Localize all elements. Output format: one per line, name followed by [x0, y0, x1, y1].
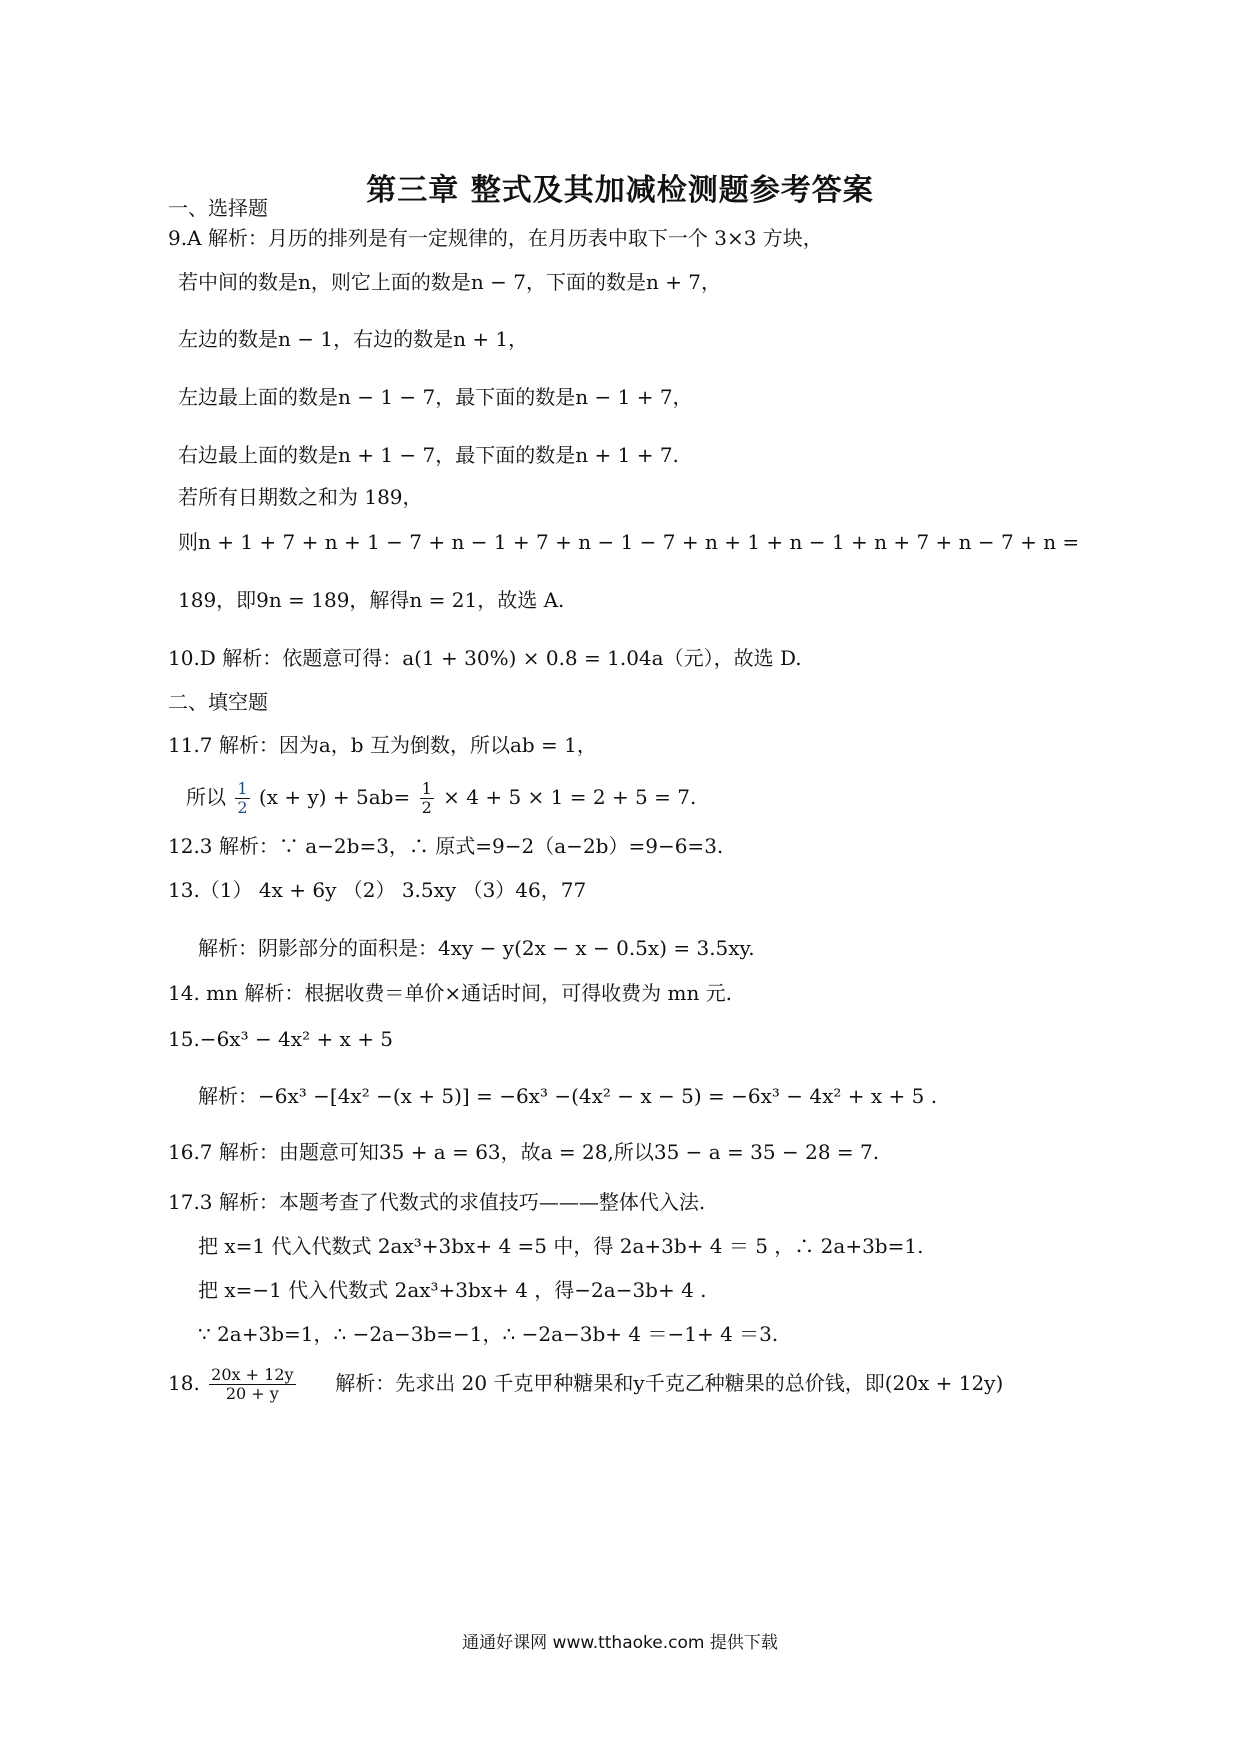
q11-fraction-1-numerator: 1: [237, 779, 248, 798]
q16-answer: 16.7 解析：由题意可知35 + a = 63，故a = 28,所以35 − a = 35 − 28 = 7.: [168, 1140, 880, 1164]
q11-fraction-2: [420, 780, 434, 817]
q9-line-6: 则n + 1 + 7 + n + 1 − 7 + n − 1 + 7 + n − 1 − 7 + n + 1 + n − 1 + n + 7 + n − 7 + n =: [178, 530, 1080, 554]
q9-line-4: 右边最上面的数是n + 1 − 7，最下面的数是n + 1 + 7.: [178, 443, 679, 467]
q9-answer: 9.A 解析：月历的排列是有一定规律的，在月历表中取下一个 3×3 方块，: [168, 226, 823, 250]
q13-line-1: 解析：阴影部分的面积是：4xy − y(2x − x − 0.5x) = 3.5xy.: [198, 936, 755, 960]
page-title: 第三章 整式及其加减检测题参考答案: [366, 173, 874, 208]
q11-fraction-1-denominator: 2: [237, 798, 248, 817]
q12-answer: 12.3 解析：∵ a−2b=3，∴ 原式=9−2（a−2b）=9−6=3.: [168, 834, 724, 858]
q9-line-1: 若中间的数是n，则它上面的数是n − 7，下面的数是n + 7，: [178, 270, 722, 294]
q17-line-2: 把 x=−1 代入代数式 2ax³+3bx+ 4 ，得−2a−3b+ 4 .: [198, 1278, 707, 1302]
section-fill-heading: 二、填空题: [168, 690, 268, 714]
q17-line-1: 把 x=1 代入代数式 2ax³+3bx+ 4 =5 中，得 2a+3b+ 4 ＝ 5 ，∴ 2a+3b=1.: [198, 1234, 924, 1258]
page-footer: 通通好课网 www.tthaoke.com 提供下载: [462, 1633, 778, 1653]
section-choice-heading: 一、选择题: [168, 196, 268, 220]
q10-answer: 10.D 解析：依题意可得：a(1 + 30%) × 0.8 = 1.04a（元），故选 D.: [168, 646, 802, 670]
q11-prefix: 所以: [186, 785, 226, 809]
q9-line-2: 左边的数是n − 1，右边的数是n + 1，: [178, 327, 529, 351]
q11-answer: 11.7 解析：因为a，b 互为倒数，所以ab = 1，: [168, 733, 597, 757]
q13-answer: 13.（1） 4x + 6y （2） 3.5xy （3）46，77: [168, 878, 587, 902]
q11-fraction-2-numerator: 1: [421, 779, 432, 798]
q9-line-3: 左边最上面的数是n − 1 − 7，最下面的数是n − 1 + 7，: [178, 385, 693, 409]
q15-line-1: 解析：−6x³ −[4x² −(x + 5)] = −6x³ −(4x² − x − 5) = −6x³ − 4x² + x + 5 .: [198, 1084, 938, 1108]
q18-explanation: 解析：先求出 20 千克甲种糖果和y千克乙种糖果的总价钱，即(20x + 12y): [335, 1371, 1004, 1395]
q18-answer: [168, 1366, 1003, 1403]
q17-line-3: ∵ 2a+3b=1，∴ −2a−3b=−1，∴ −2a−3b+ 4 ＝−1+ 4 ＝3.: [198, 1322, 779, 1346]
q11-fraction-1: [235, 780, 249, 817]
q15-answer: 15.−6x³ − 4x² + x + 5: [168, 1027, 394, 1051]
q18-fraction: [209, 1366, 295, 1403]
q11-middle: (x + y) + 5ab=: [258, 785, 411, 809]
q17-answer: 17.3 解析：本题考查了代数式的求值技巧———整体代入法.: [168, 1190, 706, 1214]
q18-fraction-numerator: 20x + 12y: [211, 1365, 294, 1384]
q9-line-7: 189，即9n = 189，解得n = 21，故选 A.: [178, 588, 565, 612]
q11-fraction-2-denominator: 2: [421, 798, 432, 817]
q18-fraction-denominator: 20 + y: [225, 1384, 279, 1403]
q14-answer: 14. mn 解析：根据收费＝单价×通话时间，可得收费为 mn 元.: [168, 981, 733, 1005]
q11-line-1: [186, 780, 696, 817]
q9-line-5: 若所有日期数之和为 189，: [178, 485, 423, 509]
q18-label: 18.: [168, 1371, 200, 1395]
q11-suffix: × 4 + 5 × 1 = 2 + 5 = 7.: [443, 785, 697, 809]
